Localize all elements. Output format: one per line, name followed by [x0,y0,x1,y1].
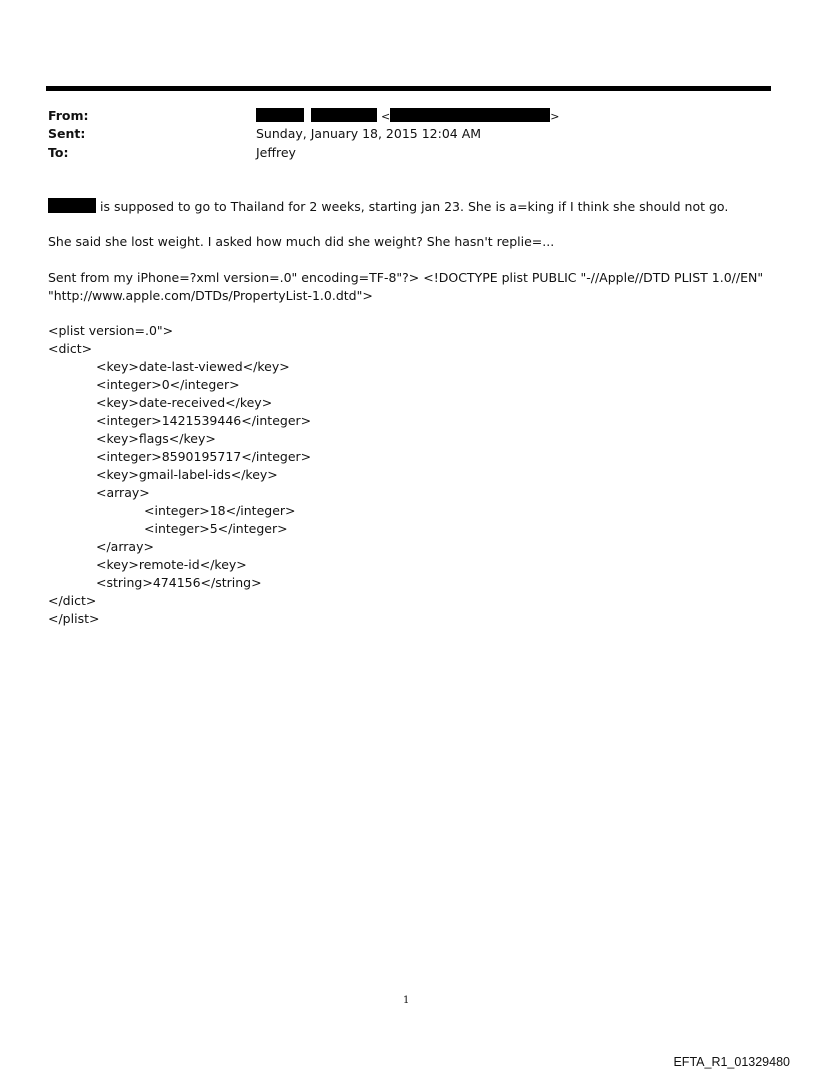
xml-line: </dict> [48,593,97,608]
xml-line: <integer>1421539446</integer> [96,413,312,428]
xml-line: <integer>0</integer> [96,377,240,392]
redaction-block [390,108,550,122]
body-line-2: She said she lost weight. I asked how much did she weight? She hasn't replie=... [48,234,555,249]
plist-block [48,322,311,628]
redaction-block [311,108,377,122]
xml-line: <string>474156</string> [96,575,262,590]
to-label: To: [48,145,69,160]
body-line-1 [48,198,728,214]
sent-value: Sunday, January 18, 2015 12:04 AM [256,126,482,141]
body-line-4: "http://www.apple.com/DTDs/PropertyList-1.0.dtd"> [48,288,373,303]
document-id: EFTA_R1_01329480 [673,1055,790,1069]
from-label: From: [48,108,89,123]
page-number: 1 [403,995,410,1006]
xml-line: </plist> [48,611,100,626]
xml-line: <integer>18</integer> [144,503,296,518]
from-value [256,107,559,126]
xml-line: <key>flags</key> [96,431,216,446]
redaction-block [48,198,96,213]
xml-line: <key>gmail-label-ids</key> [96,467,278,482]
to-value: Jeffrey [256,145,296,160]
email-open-bracket: < [380,110,391,123]
xml-line: </array> [96,539,154,554]
xml-line: <key>date-last-viewed</key> [96,359,290,374]
xml-line: <key>remote-id</key> [96,557,247,572]
xml-line: <array> [96,485,150,500]
xml-line: <dict> [48,341,93,356]
xml-line: <plist version=.0"> [48,323,174,338]
email-close-bracket: > [550,110,560,123]
header-rule [46,86,771,91]
xml-line: <key>date-received</key> [96,395,273,410]
xml-line: <integer>5</integer> [144,521,288,536]
body-text-1: is supposed to go to Thailand for 2 weeks, starting jan 23. She is a=king if I think she should not go. [99,199,729,214]
redaction-block [256,108,304,122]
sent-label: Sent: [48,126,86,141]
xml-line: <integer>8590195717</integer> [96,449,312,464]
body-line-3: Sent from my iPhone=?xml version=.0" encoding=TF-8"?> <!DOCTYPE plist PUBLIC "-//Apple//DTD PLIST 1.0//EN" [48,270,764,285]
